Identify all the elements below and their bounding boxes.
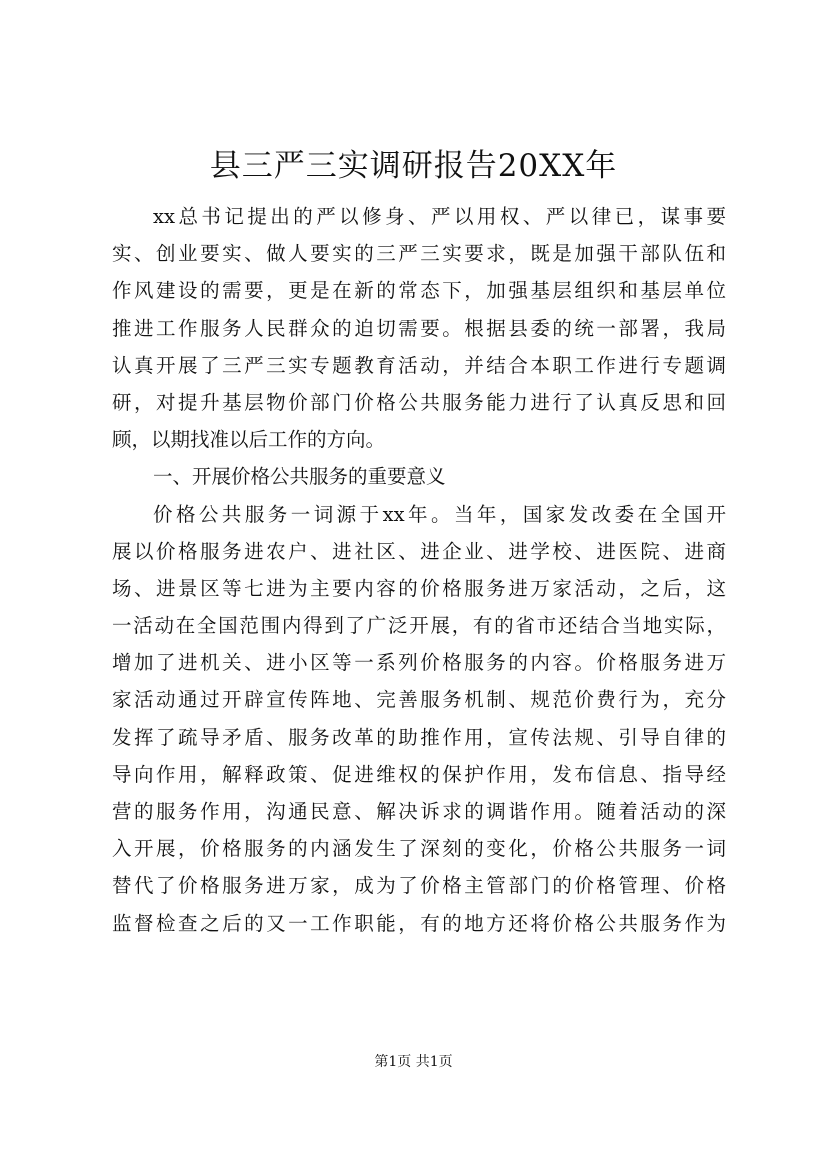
page-number-footer: 第1页 共1页 (374, 1054, 453, 1070)
paragraph-line: 家活动通过开辟宣传阵地、完善服务机制、规范价费行为，充分 (112, 688, 726, 712)
paragraph-line: 作风建设的需要，更是在新的常态下，加强基层组织和基层单位 (112, 279, 726, 303)
paragraph-line: 营的服务作用，沟通民意、解决诉求的调谐作用。随着活动的深 (112, 800, 726, 823)
paragraph-line: 研，对提升基层物价部门价格公共服务能力进行了认真反思和回 (112, 390, 726, 414)
paragraph-line: 替代了价格服务进万家，成为了价格主管部门的价格管理、价格 (112, 874, 726, 898)
paragraph-line: 顾，以期找准以后工作的方向。 (112, 428, 386, 452)
paragraph-line: 增加了进机关、进小区等一系列价格服务的内容。价格服务进万 (112, 651, 726, 675)
paragraph-line: xx总书记提出的严以修身、严以用权、严以律已，谋事要 (153, 205, 726, 228)
document-body (112, 198, 726, 942)
paragraph-line: 推进工作服务人民群众的迫切需要。根据县委的统一部署，我局 (112, 316, 726, 340)
paragraph-line: 入开展，价格服务的内涵发生了深刻的变化，价格公共服务一词 (112, 837, 726, 861)
section-heading: 一、开展价格公共服务的重要意义 (153, 465, 446, 489)
paragraph-line: 一活动在全国范围内得到了广泛开展，有的省市还结合当地实际， (112, 614, 726, 638)
paragraph-line: 价格公共服务一词源于xx年。当年，国家发改委在全国开 (153, 502, 726, 526)
paragraph-line: 展以价格服务进农户、进社区、进企业、进学校、进医院、进商 (112, 539, 726, 563)
document-title: 县三严三实调研报告20XX年 (209, 148, 618, 184)
paragraph-line: 场、进景区等七进为主要内容的价格服务进万家活动，之后，这 (112, 576, 726, 600)
paragraph-line: 导向作用，解释政策、促进维权的保护作用，发布信息、指导经 (112, 762, 726, 786)
paragraph-line: 监督检查之后的又一工作职能，有的地方还将价格公共服务作为 (112, 911, 726, 935)
paragraph-line: 发挥了疏导矛盾、服务改革的助推作用，宣传法规、引导自律的 (112, 725, 726, 749)
paragraph-line: 认真开展了三严三实专题教育活动，并结合本职工作进行专题调 (112, 353, 726, 377)
paragraph-line: 实、创业要实、做人要实的三严三实要求，既是加强干部队伍和 (112, 242, 726, 266)
